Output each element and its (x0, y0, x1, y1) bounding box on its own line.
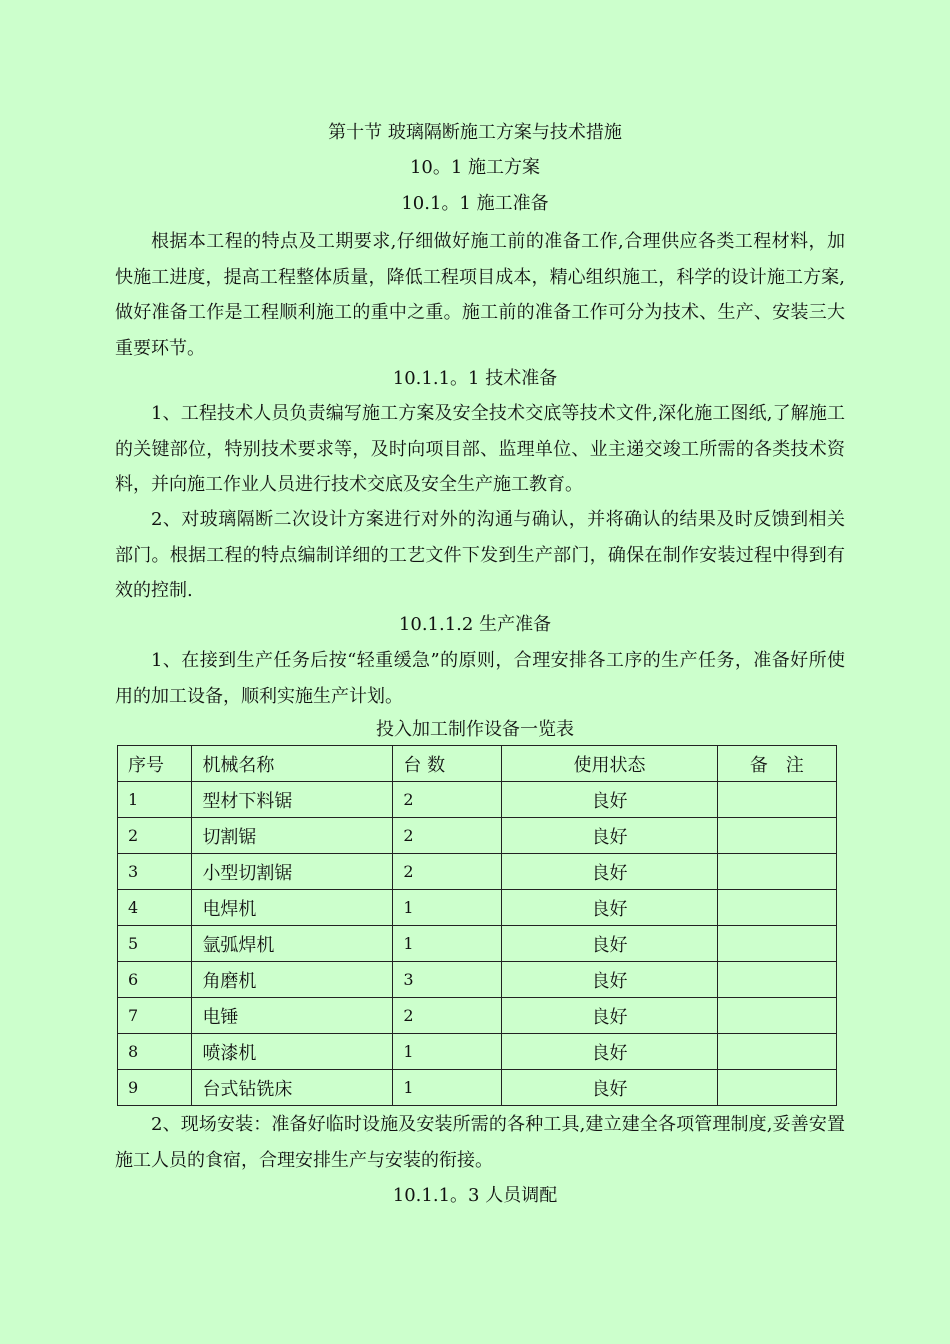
cell-qty: 2 (393, 818, 502, 854)
cell-qty: 1 (393, 1070, 502, 1106)
cell-name: 电锤 (192, 998, 393, 1034)
cell-status: 良好 (502, 854, 717, 890)
section-title: 第十节 玻璃隔断施工方案与技术措施 (328, 122, 622, 143)
paragraph-prod-2: 2、现场安装：准备好临时设施及安装所需的各种工具,建立建全各项管理制度,妥善安置施工人员的食宿，合理安排生产与安装的衔接。 (115, 1114, 845, 1171)
cell-no: 3 (118, 854, 192, 890)
cell-name: 氩弧焊机 (192, 926, 393, 962)
cell-status: 良好 (502, 998, 717, 1034)
cell-no: 6 (118, 962, 192, 998)
cell-status: 良好 (502, 1070, 717, 1106)
paragraph-prod-1: 1、在接到生产任务后按“轻重缓急”的原则，合理安排各工序的生产任务，准备好所使用的加工设备，顺利实施生产计划。 (115, 650, 845, 707)
cell-remark (717, 998, 836, 1034)
heading-10-1-1: 10.1。1 施工准备 (401, 193, 549, 214)
header-cell-qty: 台 数 (393, 746, 502, 782)
equipment-table (117, 745, 837, 1106)
cell-qty: 2 (393, 854, 502, 890)
heading-staffing: 10.1.1。3 人员调配 (392, 1185, 558, 1206)
cell-name: 喷漆机 (192, 1034, 393, 1070)
cell-status: 良好 (502, 926, 717, 962)
table-header-row (118, 746, 837, 782)
cell-no: 4 (118, 890, 192, 926)
header-cell-remark: 备 注 (717, 746, 836, 782)
table-row (118, 962, 837, 998)
cell-name: 小型切割锯 (192, 854, 393, 890)
cell-qty: 3 (393, 962, 502, 998)
cell-no: 9 (118, 1070, 192, 1106)
table-row (118, 998, 837, 1034)
cell-remark (717, 818, 836, 854)
header-cell-status: 使用状态 (502, 746, 717, 782)
cell-qty: 1 (393, 926, 502, 962)
table-row (118, 1034, 837, 1070)
cell-name: 台式钻铣床 (192, 1070, 393, 1106)
cell-status: 良好 (502, 1034, 717, 1070)
cell-no: 8 (118, 1034, 192, 1070)
table-title: 投入加工制作设备一览表 (376, 719, 574, 740)
cell-qty: 2 (393, 782, 502, 818)
cell-no: 5 (118, 926, 192, 962)
cell-qty: 2 (393, 998, 502, 1034)
heading-tech-prep: 10.1.1。1 技术准备 (392, 368, 558, 389)
cell-status: 良好 (502, 818, 717, 854)
cell-name: 电焊机 (192, 890, 393, 926)
cell-remark (717, 782, 836, 818)
table-row (118, 818, 837, 854)
heading-10-1: 10。1 施工方案 (409, 157, 541, 178)
cell-status: 良好 (502, 890, 717, 926)
table-row (118, 854, 837, 890)
heading-prod-prep: 10.1.1.2 生产准备 (398, 614, 552, 635)
cell-status: 良好 (502, 962, 717, 998)
cell-name: 切割锯 (192, 818, 393, 854)
cell-remark (717, 890, 836, 926)
cell-no: 2 (118, 818, 192, 854)
cell-status: 良好 (502, 782, 717, 818)
cell-name: 角磨机 (192, 962, 393, 998)
cell-remark (717, 1070, 836, 1106)
header-cell-name: 机械名称 (192, 746, 393, 782)
cell-qty: 1 (393, 1034, 502, 1070)
table-row (118, 1070, 837, 1106)
cell-remark (717, 854, 836, 890)
table-row (118, 782, 837, 818)
paragraph-tech-1: 1、工程技术人员负责编写施工方案及安全技术交底等技术文件,深化施工图纸,了解施工的关键部位，特别技术要求等，及时向项目部、监理单位、业主递交竣工所需的各类技术资料，并向施工作业人员进行技术交底及安全生产施工教育。 (115, 403, 845, 495)
cell-name: 型材下料锯 (192, 782, 393, 818)
cell-no: 1 (118, 782, 192, 818)
cell-no: 7 (118, 998, 192, 1034)
table-row (118, 890, 837, 926)
cell-qty: 1 (393, 890, 502, 926)
cell-remark (717, 962, 836, 998)
cell-remark (717, 1034, 836, 1070)
paragraph-tech-2: 2、对玻璃隔断二次设计方案进行对外的沟通与确认，并将确认的结果及时反馈到相关部门。根据工程的特点编制详细的工艺文件下发到生产部门，确保在制作安装过程中得到有效的控制. (115, 509, 845, 601)
table-row (118, 926, 837, 962)
paragraph-intro: 根据本工程的特点及工期要求,仔细做好施工前的准备工作,合理供应各类工程材料，加快施工进度，提高工程整体质量，降低工程项目成本，精心组织施工，科学的设计施工方案,做好准备工作是工程顺利施工的重中之重。施工前的准备工作可分为技术、生产、安装三大重要环节。 (115, 231, 845, 359)
header-cell-no: 序号 (118, 746, 192, 782)
cell-remark (717, 926, 836, 962)
